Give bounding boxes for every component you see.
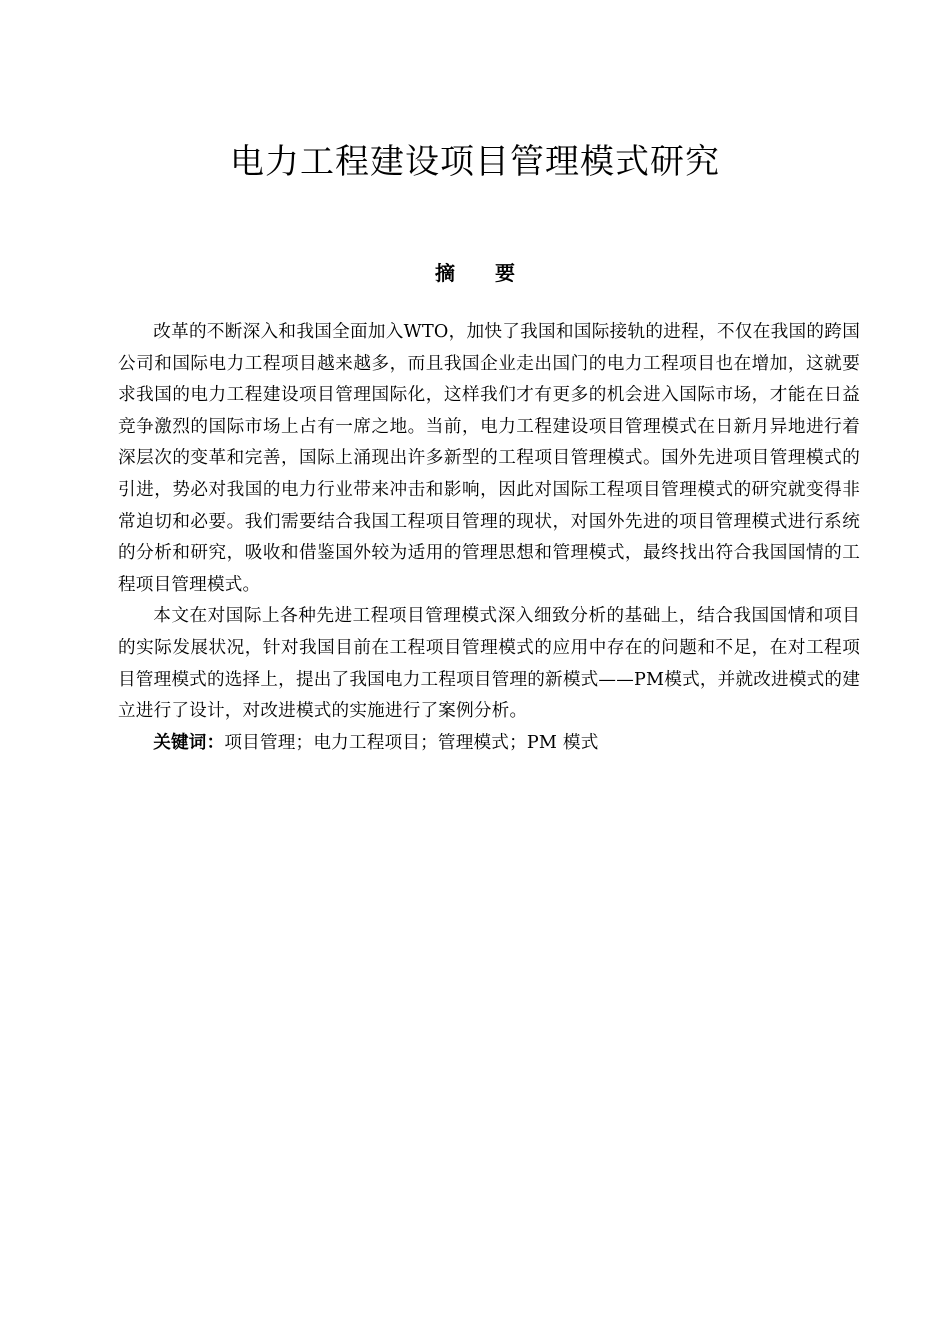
abstract-heading: 摘要	[435, 261, 555, 285]
keywords-line	[118, 728, 860, 760]
abstract-paragraph-1: 改革的不断深入和我国全面加入WTO，加快了我国和国际接轨的进程，不仅在我国的跨国公司和国际电力工程项目越来越多，而且我国企业走出国门的电力工程项目也在增加，这就要求我国的电力工程建设项目管理国际化，这样我们才有更多的机会进入国际市场，才能在日益竞争激烈的国际市场上占有一席之地。当前，电力工程建设项目管理模式在日新月异地进行着深层次的变革和完善，国际上涌现出许多新型的工程项目管理模式。国外先进项目管理模式的引进，势必对我国的电力行业带来冲击和影响，因此对国际工程项目管理模式的研究就变得非常迫切和必要。我们需要结合我国工程项目管理的现状，对国外先进的项目管理模式进行系统的分析和研究，吸收和借鉴国外较为适用的管理思想和管理模式，最终找出符合我国国情的工程项目管理模式。	[118, 322, 860, 595]
abstract-body	[118, 317, 860, 759]
keywords-text: 项目管理；电力工程项目；管理模式；PM 模式	[224, 732, 599, 753]
keywords-label: 关键词：	[153, 732, 225, 753]
abstract-paragraph-2: 本文在对国际上各种先进工程项目管理模式深入细致分析的基础上，结合我国国情和项目的实际发展状况，针对我国目前在工程项目管理模式的应用中存在的问题和不足，在对工程项目管理模式的选择上，提出了我国电力工程项目管理的新模式——PM模式，并就改进模式的建立进行了设计，对改进模式的实施进行了案例分析。	[118, 606, 861, 722]
page-title: 电力工程建设项目管理模式研究	[230, 142, 720, 182]
